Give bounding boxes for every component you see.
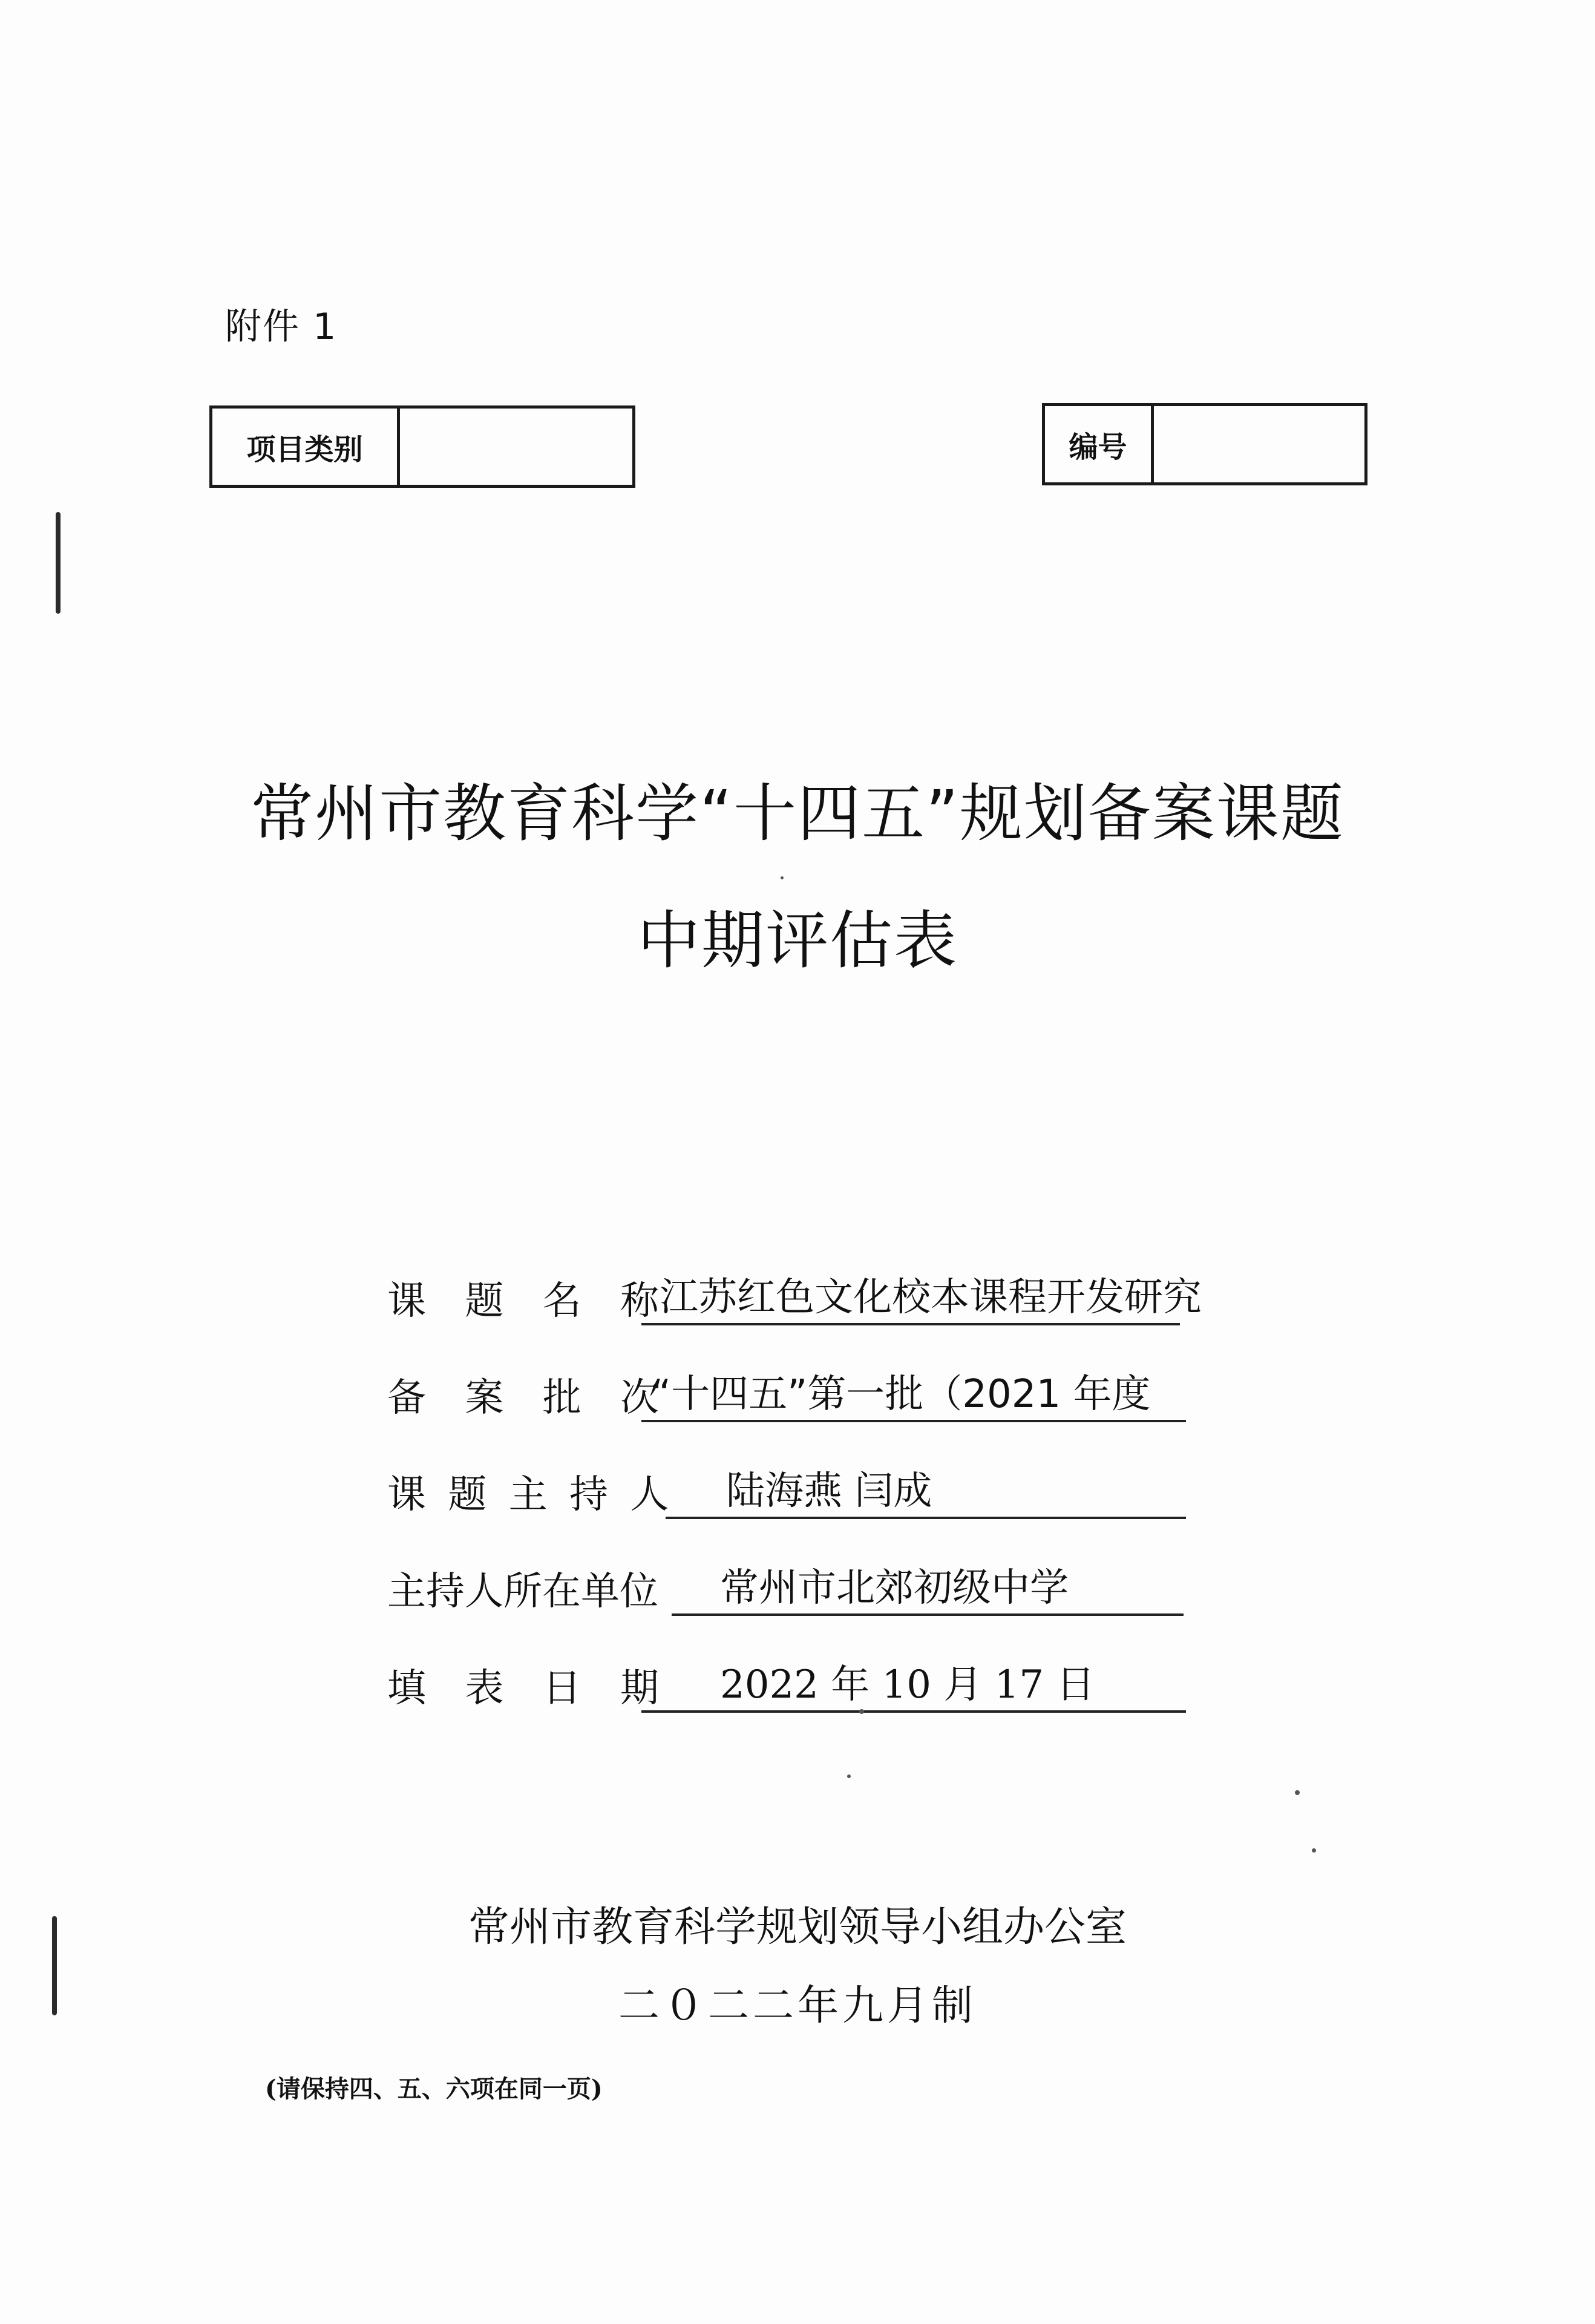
date-value	[641, 1661, 1186, 1713]
number-field[interactable]	[1154, 406, 1364, 482]
field-row-unit	[387, 1555, 1184, 1616]
page-note: (请保持四、五、六项在同一页)	[265, 2075, 603, 2103]
project-category-label: 项目类别	[212, 409, 400, 485]
field-row-batch	[387, 1362, 1186, 1422]
unit-text: 常州市北郊初级中学	[720, 1566, 1069, 1610]
unit-label: 主持人所在单位	[387, 1569, 658, 1614]
date-label: 填 表 日 期	[387, 1666, 673, 1711]
binding-mark-top	[56, 512, 61, 614]
attachment-label: 附件 1	[225, 306, 338, 348]
topic-name-text: 江苏红色文化校本课程开发研究	[660, 1275, 1202, 1320]
scan-speck	[781, 876, 784, 879]
number-box	[1042, 403, 1367, 485]
batch-label: 备 案 批 次	[387, 1376, 673, 1420]
field-row-date	[387, 1652, 1186, 1713]
scan-speck	[847, 1774, 851, 1778]
project-category-field[interactable]	[400, 409, 632, 485]
scan-speck	[1312, 1848, 1316, 1853]
field-row-topic-name	[387, 1265, 1202, 1325]
host-value	[666, 1467, 1186, 1519]
issue-date: 二０二二年九月制	[618, 1982, 977, 2030]
field-row-host	[387, 1459, 1186, 1519]
document-title: 常州市教育科学“十四五”规划备案课题	[251, 776, 1344, 850]
topic-name-value	[641, 1273, 1202, 1325]
date-text: 2022 年 10 月 17 日	[720, 1663, 1095, 1707]
issuing-office: 常州市教育科学规划领导小组办公室	[468, 1903, 1127, 1951]
scan-speck	[859, 1709, 864, 1714]
number-label: 编号	[1045, 406, 1154, 482]
topic-name-label: 课 题 名 称	[387, 1279, 673, 1324]
batch-value	[641, 1370, 1186, 1422]
project-category-box	[209, 405, 635, 488]
batch-text: “十四五”第一批（2021 年度	[651, 1372, 1151, 1417]
unit-value	[672, 1564, 1184, 1616]
document-subtitle: 中期评估表	[637, 904, 958, 977]
scan-speck	[1295, 1790, 1300, 1795]
host-label: 课 题 主 持 人	[387, 1472, 674, 1517]
host-text: 陆海燕 闫成	[726, 1469, 932, 1514]
